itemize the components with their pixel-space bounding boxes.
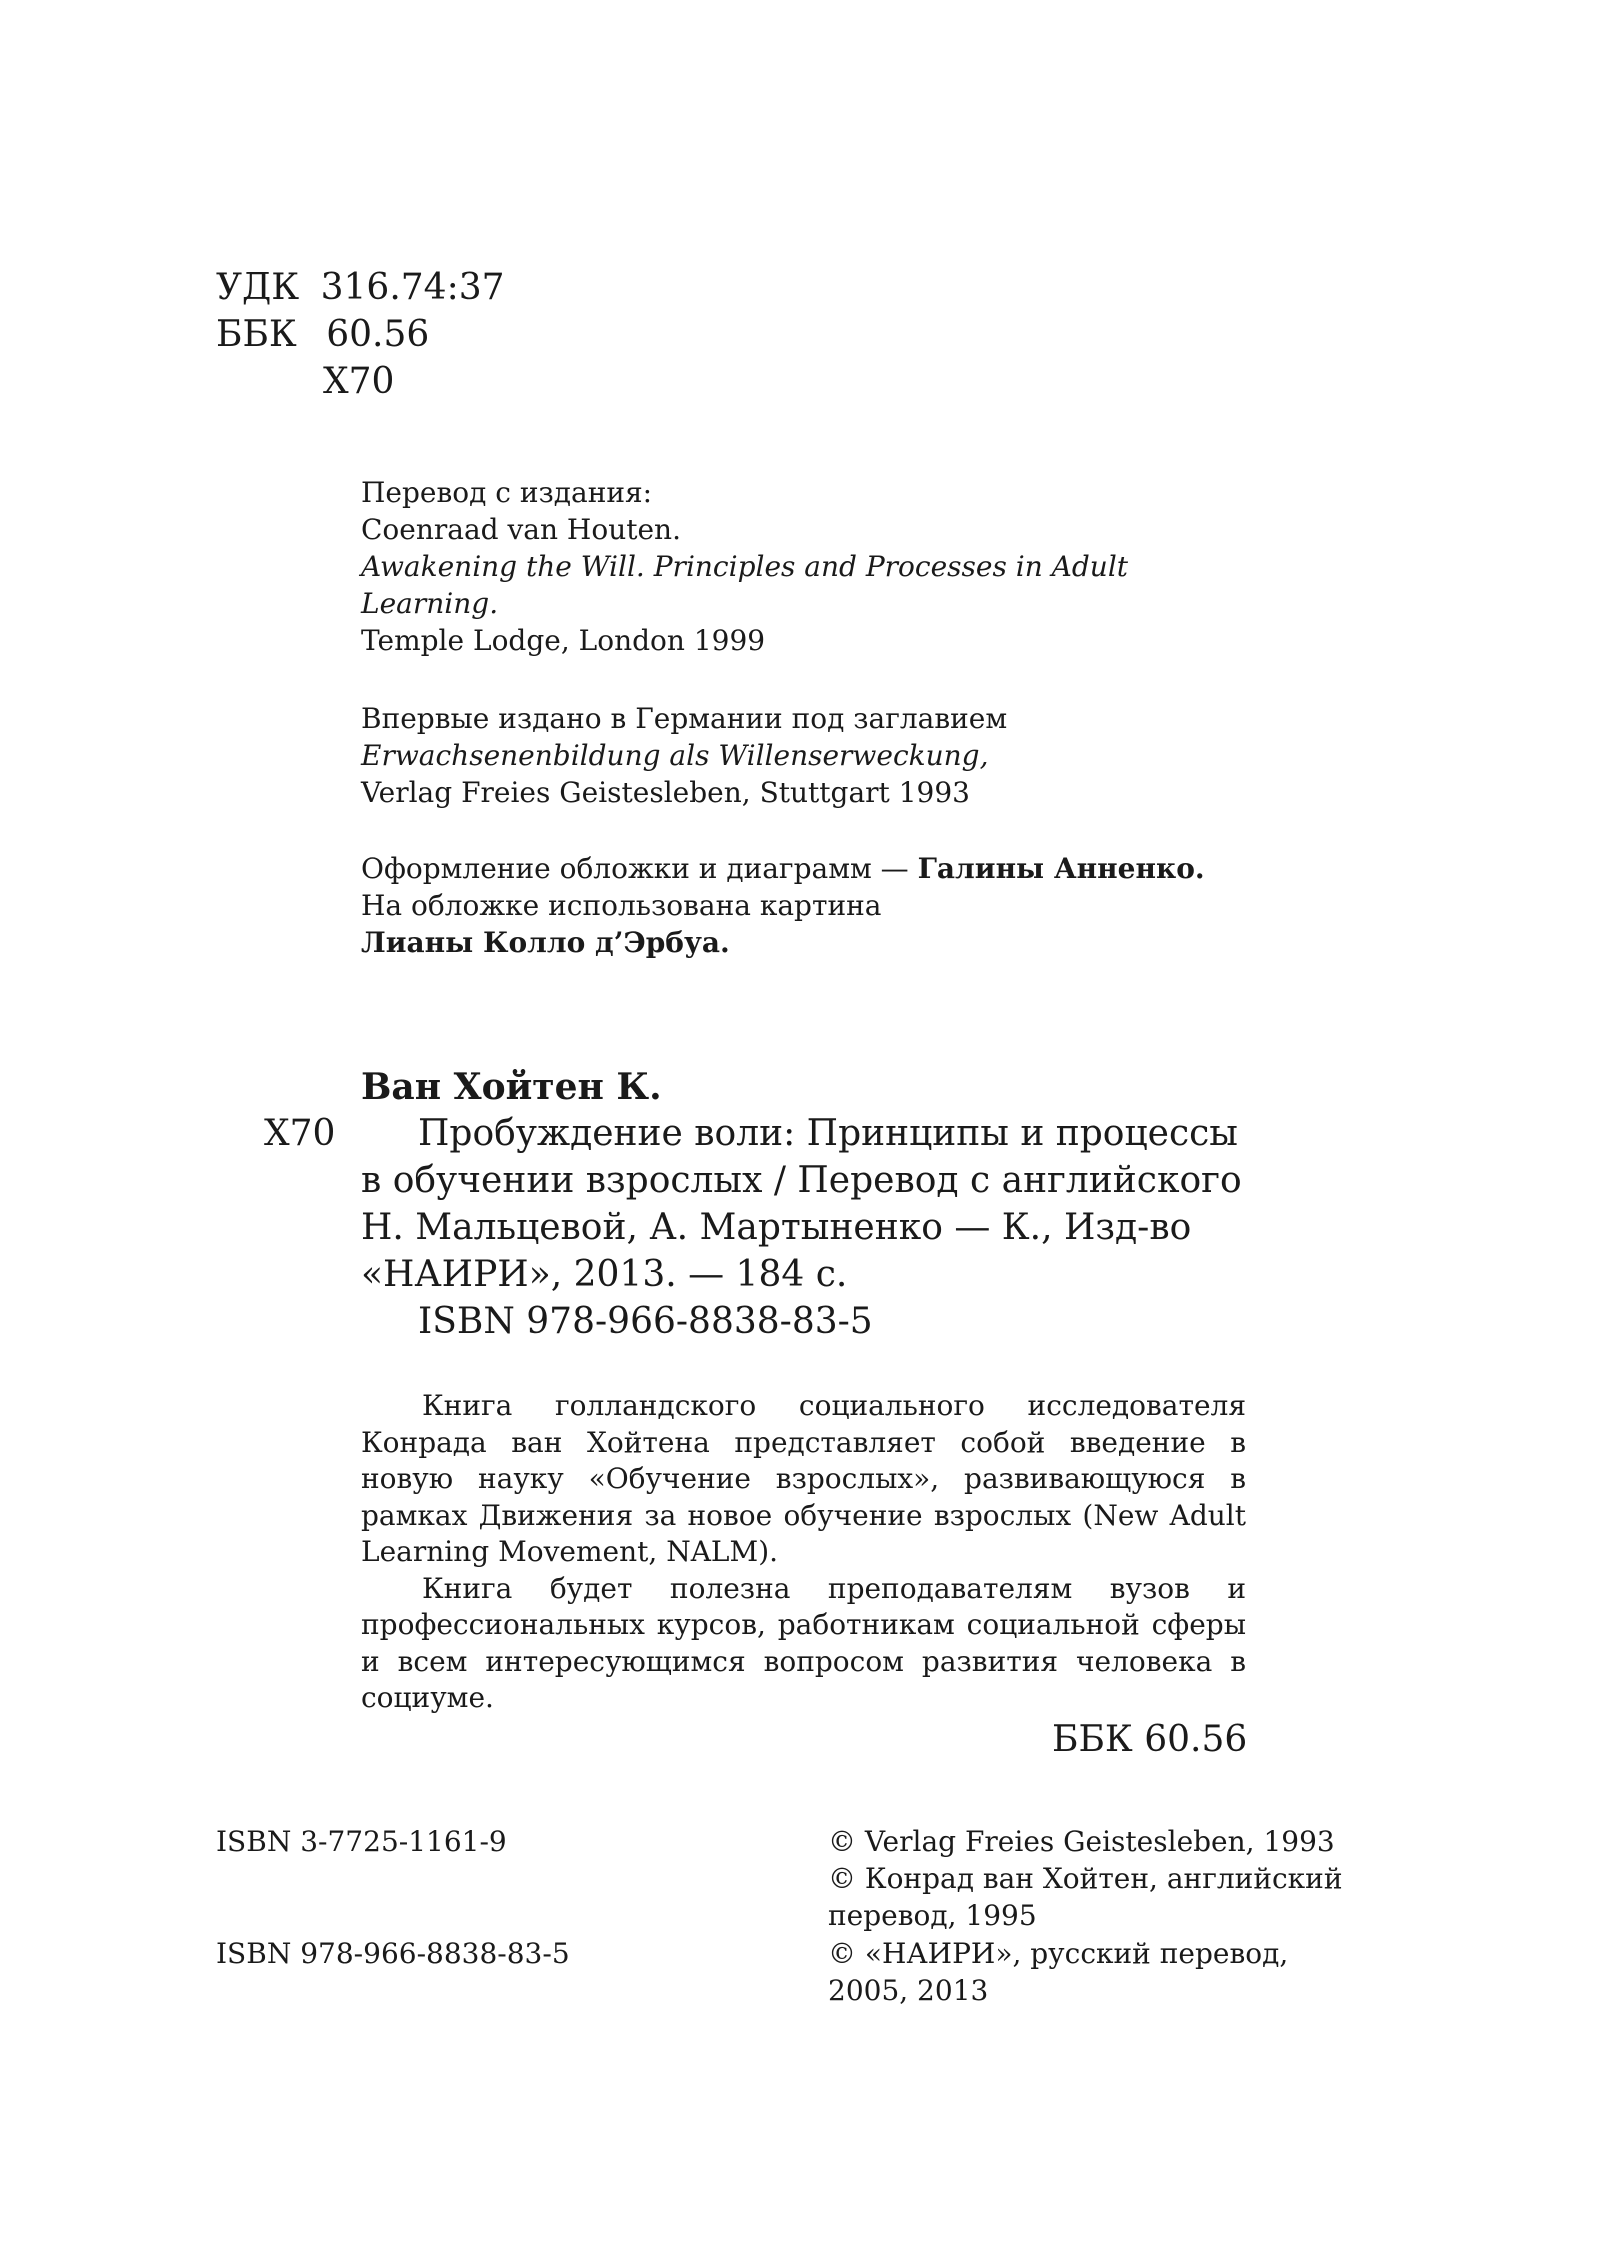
bib-author: Ван Хойтен К. (361, 1066, 662, 1108)
design-credit (361, 850, 1205, 887)
first-pub-publisher: Verlag Freies Geistesleben, Stuttgart 1993 (361, 776, 970, 809)
copyright-1: © Verlag Freies Geistesleben, 1993 (828, 1825, 1335, 1858)
author-mark: Х70 (323, 361, 395, 402)
source-title-line2: Learning. (361, 587, 499, 620)
copyright-2: © Конрад ван Хойтен, английский (828, 1862, 1343, 1895)
source-author: Coenraad van Houten. (361, 513, 681, 546)
bib-title-line2: в обучении взрослых / Перевод с английского (361, 1160, 1242, 1201)
bbk-line (216, 312, 429, 358)
bbk-label: ББК (216, 314, 297, 355)
copyright-3: © «НАИРИ», русский перевод, (828, 1937, 1289, 1970)
design-name: Галины Анненко. (917, 852, 1205, 885)
source-heading: Перевод с издания: (361, 476, 653, 509)
first-pub-title: Erwachsenenbildung als Willenserweckung, (361, 739, 989, 772)
copyright-2-cont: перевод, 1995 (828, 1899, 1037, 1932)
first-pub-heading: Впервые издано в Германии под заглавием (361, 702, 1008, 735)
bib-title-line1: Пробуждение воли: Принципы и процессы (418, 1113, 1238, 1154)
udk-value: 316.74:37 (320, 267, 505, 308)
annotation-paragraph-1: Книга голландского социального исследователя Конрада ван Хойтена представляет собой введение в новую науку «Обучение взрослых», развивающуюся в рамках Движения за новое обучение взрослых (New Adult Learning Movement, NALM). (361, 1389, 1246, 1568)
annotation-paragraph-2: Книга будет полезна преподавателям вузов и профессиональных курсов, работникам социальной сферы и всем интересующимся вопросом развития человека в социуме. (361, 1571, 1246, 1714)
bib-isbn: ISBN 978-966-8838-83-5 (418, 1301, 873, 1342)
design-text: Оформление обложки и диаграмм — (361, 852, 918, 885)
copyright-3-cont: 2005, 2013 (828, 1974, 989, 2007)
source-title-line1: Awakening the Will. Principles and Processes in Adult (361, 550, 1129, 583)
bib-title-line3: Н. Мальцевой, А. Мартыненко — К., Изд-во (361, 1207, 1192, 1248)
annotation (361, 1388, 1246, 1717)
source-publisher: Temple Lodge, London 1999 (361, 624, 766, 657)
annotation-bbk: ББК 60.56 (1052, 1719, 1248, 1760)
bib-title-line4: «НАИРИ», 2013. — 184 с. (361, 1254, 848, 1295)
isbn-original: ISBN 3-7725-1161-9 (216, 1825, 507, 1858)
bbk-value: 60.56 (326, 314, 430, 355)
udk-label: УДК (216, 267, 300, 308)
cover-artist: Лианы Колло д’Эрбуа. (361, 926, 730, 959)
bib-mark: Х70 (264, 1113, 336, 1154)
cover-credit: На обложке использована картина (361, 889, 882, 922)
isbn-russian: ISBN 978-966-8838-83-5 (216, 1937, 570, 1970)
udk-line (216, 265, 505, 311)
